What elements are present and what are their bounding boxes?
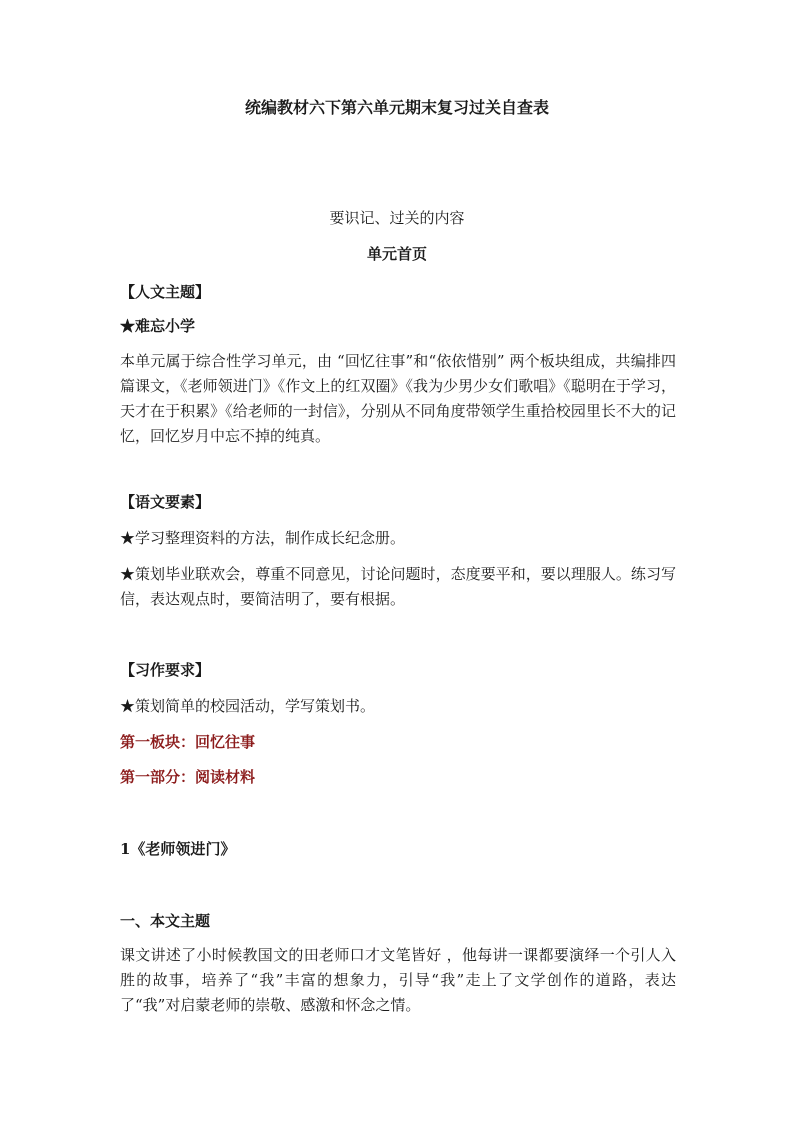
elements-header: 【语文要素】 — [120, 493, 211, 511]
document-subtitle: 要识记、过关的内容 — [329, 209, 465, 227]
elements-item-2: ★策划毕业联欢会，尊重不同意见，讨论问题时，态度要平和，要以理服人。练习写信，表达观点时，要简洁明了，要有根据。 — [120, 565, 676, 608]
theme-paragraph: 本单元属于综合性学习单元，由 “回忆往事”和“依依惜别” 两个板块组成，共编排四篇课文，《老师领进门》《作文上的红双圈》《我为少男少女们歌唱》《聪明在于学习，天才在于积累》《给老师的一封信》，分别从不同角度带领学生重拾校园里长不大的记忆，回忆岁月中忘不掉的纯真。 — [120, 352, 676, 445]
section-part-heading: 第一部分：阅读材料 — [120, 768, 256, 786]
writing-item: ★策划简单的校园活动，学写策划书。 — [120, 697, 376, 715]
unit-home-heading: 单元首页 — [366, 245, 427, 263]
elements-item-1: ★学习整理资料的方法，制作成长纪念册。 — [120, 529, 406, 547]
document-title: 统编教材六下第六单元期末复习过关自查表 — [244, 98, 549, 117]
theme-item: ★难忘小学 — [120, 317, 196, 335]
lesson-title: 1《老师领进门》 — [120, 840, 236, 858]
theme-header: 【人文主题】 — [120, 283, 211, 301]
lesson-theme-header: 一、本文主题 — [120, 912, 211, 930]
lesson-theme-paragraph: 课文讲述了小时候教国文的田老师口才文笔皆好 ，他每讲一课都要演绎一个引人入胜的故事，培养了“我”丰富的想象力，引导“我”走上了文学创作的道路，表达了“我”对启蒙老师的崇敬、感激和怀念之情。 — [120, 946, 676, 1014]
writing-header: 【习作要求】 — [120, 661, 211, 679]
section-block-heading: 第一板块：回忆往事 — [120, 733, 256, 751]
